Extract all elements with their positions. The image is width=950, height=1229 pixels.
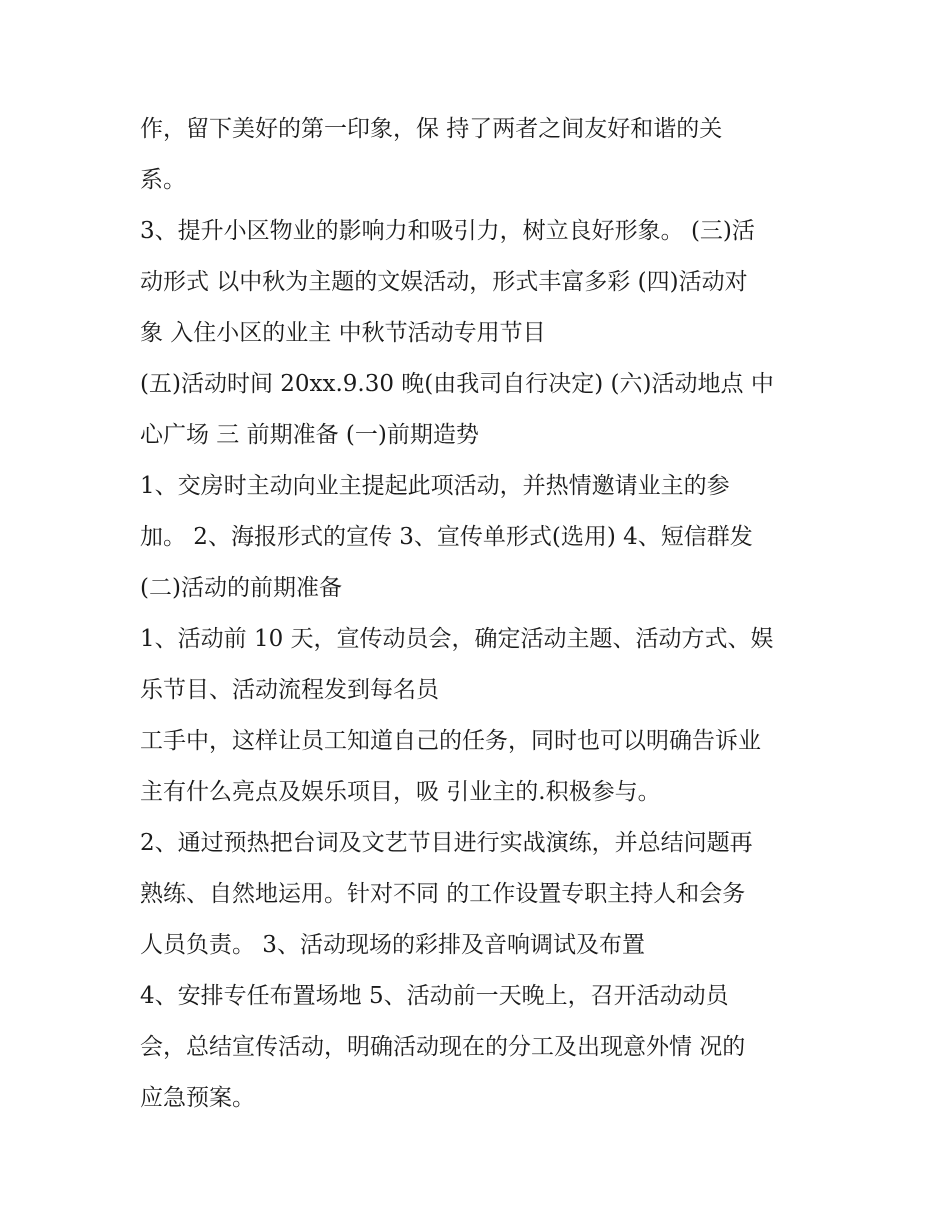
text-line: 熟练、自然地运用。针对不同 的工作设置专职主持人和会务 — [140, 881, 746, 907]
text-line: 象 入住小区的业主 中秋节活动专用节目 — [140, 320, 546, 346]
text-line: 心广场 三 前期准备 (一)前期造势 — [140, 422, 479, 448]
text-line: 乐节目、活动流程发到每名员 — [140, 677, 439, 703]
text-line: 应急预案。 — [140, 1085, 255, 1111]
text-line: (二)活动的前期准备 — [140, 575, 342, 601]
text-line: 工手中，这样让员工知道自己的任务，同时也可以明确告诉业 — [140, 728, 761, 754]
text-line: 加。 2、海报形式的宣传 3、宣传单形式(选用) 4、短信群发 — [140, 524, 753, 550]
text-line: 会，总结宣传活动，明确活动现在的分工及出现意外情 况的 — [140, 1034, 746, 1060]
text-line: (五)活动时间 20xx.9.30 晚(由我司自行决定) (六)活动地点 中 — [140, 371, 774, 397]
text-line: 人员负责。 3、活动现场的彩排及音响调试及布置 — [140, 932, 645, 958]
text-line: 4、安排专任布置场地 5、活动前一天晚上，召开活动动员 — [140, 983, 729, 1009]
text-line: 2、通过预热把台词及文艺节目进行实战演练，并总结问题再 — [140, 830, 753, 856]
body-text — [140, 104, 830, 1124]
text-line: 1、活动前 10 天，宣传动员会，确定活动主题、活动方式、娱 — [140, 626, 774, 652]
text-line: 系。 — [140, 167, 186, 193]
text-line: 动形式 以中秋为主题的文娱活动，形式丰富多彩 (四)活动对 — [140, 269, 748, 295]
text-line: 主有什么亮点及娱乐项目，吸 引业主的.积极参与。 — [140, 779, 661, 805]
text-line: 3、提升小区物业的影响力和吸引力，树立良好形象。 (三)活 — [140, 218, 755, 244]
text-line: 1、交房时主动向业主提起此项活动，并热情邀请业主的参 — [140, 473, 730, 499]
text-line: 作，留下美好的第一印象，保 持了两者之间友好和谐的关 — [140, 116, 723, 142]
